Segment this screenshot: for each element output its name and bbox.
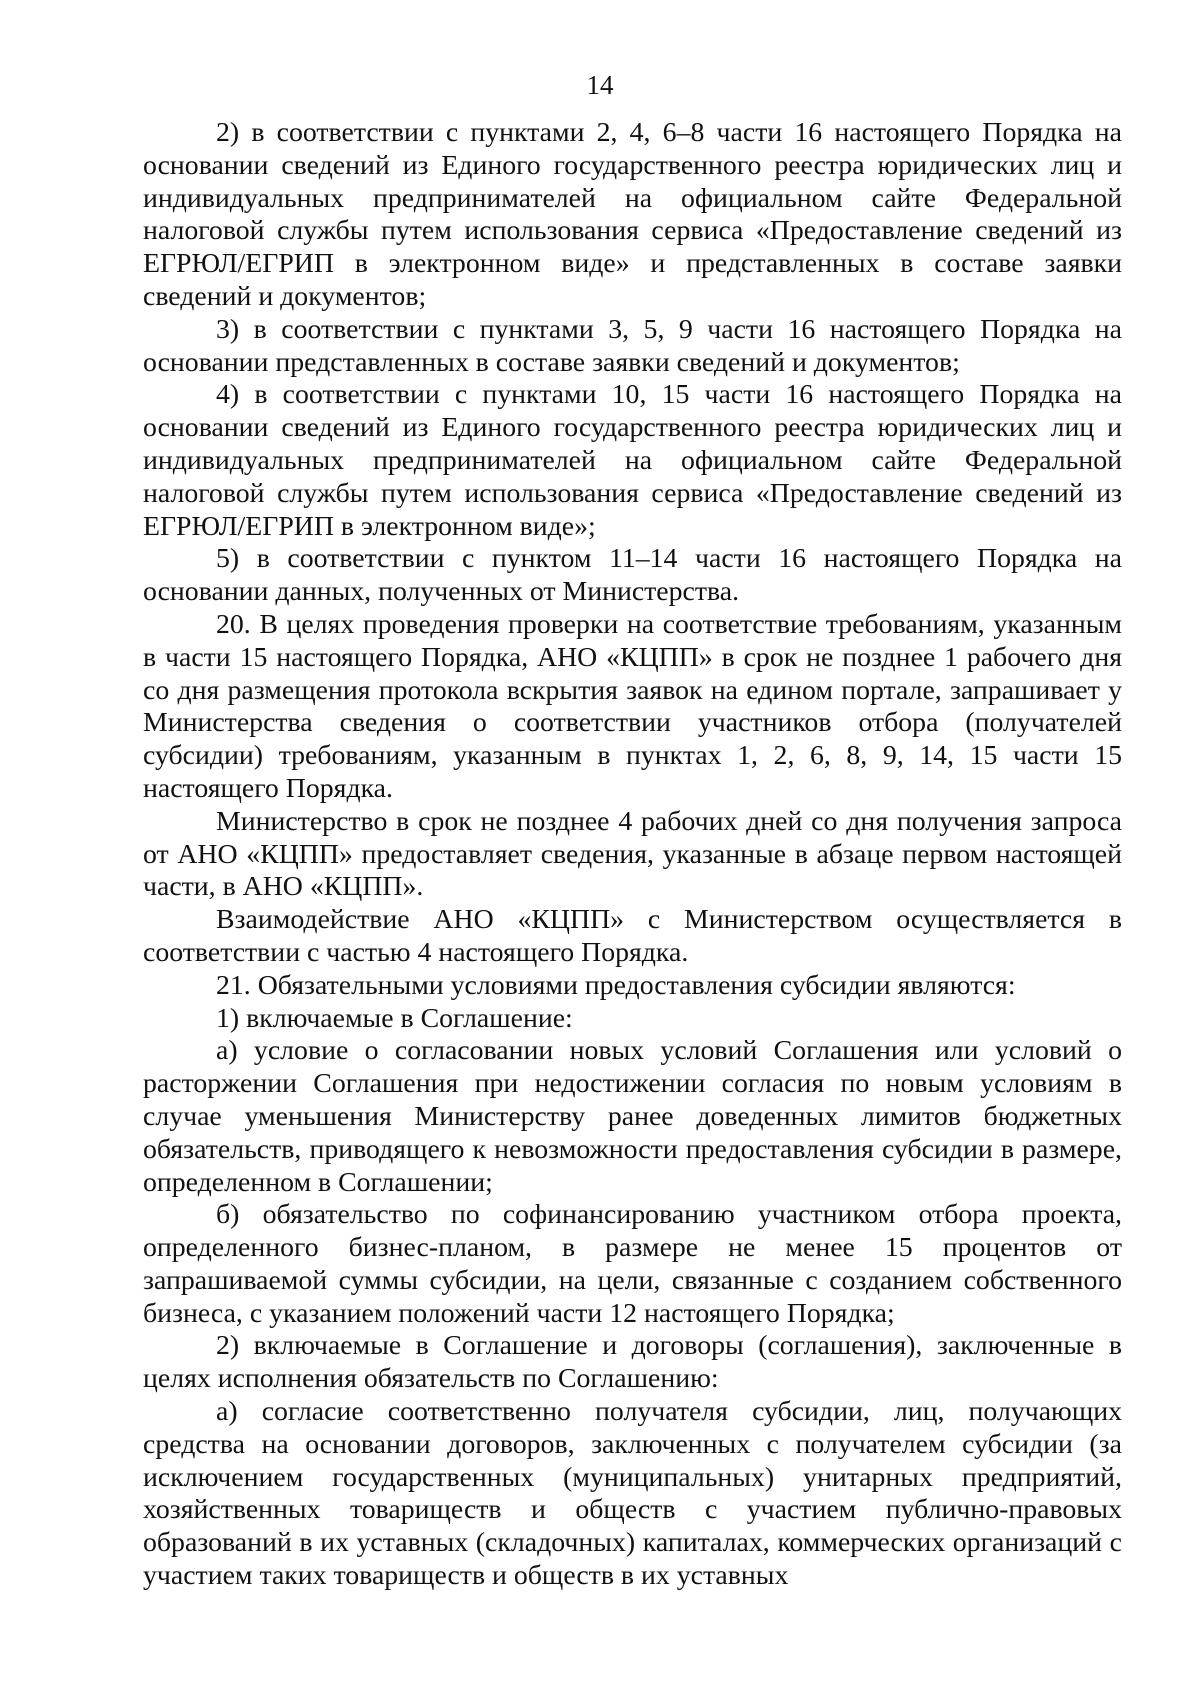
paragraph-item-3: 3) в соответствии с пунктами 3, 5, 9 части 16 настоящего Порядка на основании представленных в составе заявки сведений и документов;: [143, 313, 1122, 378]
paragraph-section-20: 20. В целях проведения проверки на соответствие требованиям, указанным в части 15 настоящего Порядка, АНО «КЦПП» в срок не позднее 1 рабочего дня со дня размещения протокола вскрытия заявок на едином портале, запрашивает у Министерства сведения о соответствии участников отбора (получателей субсидии) требованиям, указанным в пунктах 1, 2, 6, 8, 9, 14, 15 части 15 настоящего Порядка.: [143, 608, 1122, 804]
paragraph-item-1: 1) включаемые в Соглашение:: [216, 1002, 573, 1034]
paragraph-item-2: 2) в соответствии с пунктами 2, 4, 6–8 части 16 настоящего Порядка на основании сведений из Единого государственного реестра юридических лиц и индивидуальных предпринимателей на официальном сайте Федеральной налоговой службы путем использования сервиса «Предоставление сведений из ЕГРЮЛ/ЕГРИП в электронном виде» и представленных в составе заявки сведений и документов;: [143, 117, 1122, 312]
paragraph-item-4: 4) в соответствии с пунктами 10, 15 части 16 настоящего Порядка на основании сведений из Единого государственного реестра юридических лиц и индивидуальных предпринимателей на официальном сайте Федеральной налоговой службы путем использования сервиса «Предоставление сведений из ЕГРЮЛ/ЕГРИП в электронном виде»;: [143, 379, 1122, 542]
paragraph-interaction: Взаимодействие АНО «КЦПП» с Министерством осуществляется в соответствии с частью 4 настоящего Порядка.: [143, 904, 1122, 968]
paragraph-ministry-deadline: Министерство в срок не позднее 4 рабочих дней со дня получения запроса от АНО «КЦПП» предоставляет сведения, указанные в абзаце первом настоящей части, в АНО «КЦПП».: [143, 805, 1122, 903]
paragraph-item-5: 5) в соответствии с пунктом 11–14 части 16 настоящего Порядка на основании данных, полученных от Министерства.: [143, 543, 1122, 608]
paragraph-section-21: 21. Обязательными условиями предоставления субсидии являются:: [216, 969, 1016, 1001]
paragraph-subitem-a: а) условие о согласовании новых условий Соглашения или условий о расторжении Соглашения при недостижении согласия по новым условиям в случае уменьшения Министерству ранее доведенных лимитов бюджетных обязательств, приводящего к невозможности предоставления субсидии в размере, определенном в Соглашении;: [143, 1035, 1122, 1198]
paragraph-subitem-a-consent: а) согласие соответственно получателя субсидии, лиц, получающих средства на основании договоров, заключенных с получателем субсидии (за исключением государственных (муниципальных) унитарных предприятий, хозяйственных товариществ и обществ с участием публично-правовых образований в их уставных (складочных) капиталах, коммерческих организаций с участием таких товариществ и обществ в их уставных: [143, 1396, 1122, 1592]
document-body: [143, 117, 1122, 1593]
page-number: 14: [586, 70, 614, 100]
paragraph-subitem-b: б) обязательство по софинансированию участником отбора проекта, определенного бизнес-планом, в размере не менее 15 процентов от запрашиваемой суммы субсидии, на цели, связанные с созданием собственного бизнеса, с указанием положений части 12 настоящего Порядка;: [143, 1199, 1122, 1329]
paragraph-item-2-agreements: 2) включаемые в Соглашение и договоры (соглашения), заключенные в целях исполнения обязательств по Соглашению:: [143, 1330, 1122, 1395]
